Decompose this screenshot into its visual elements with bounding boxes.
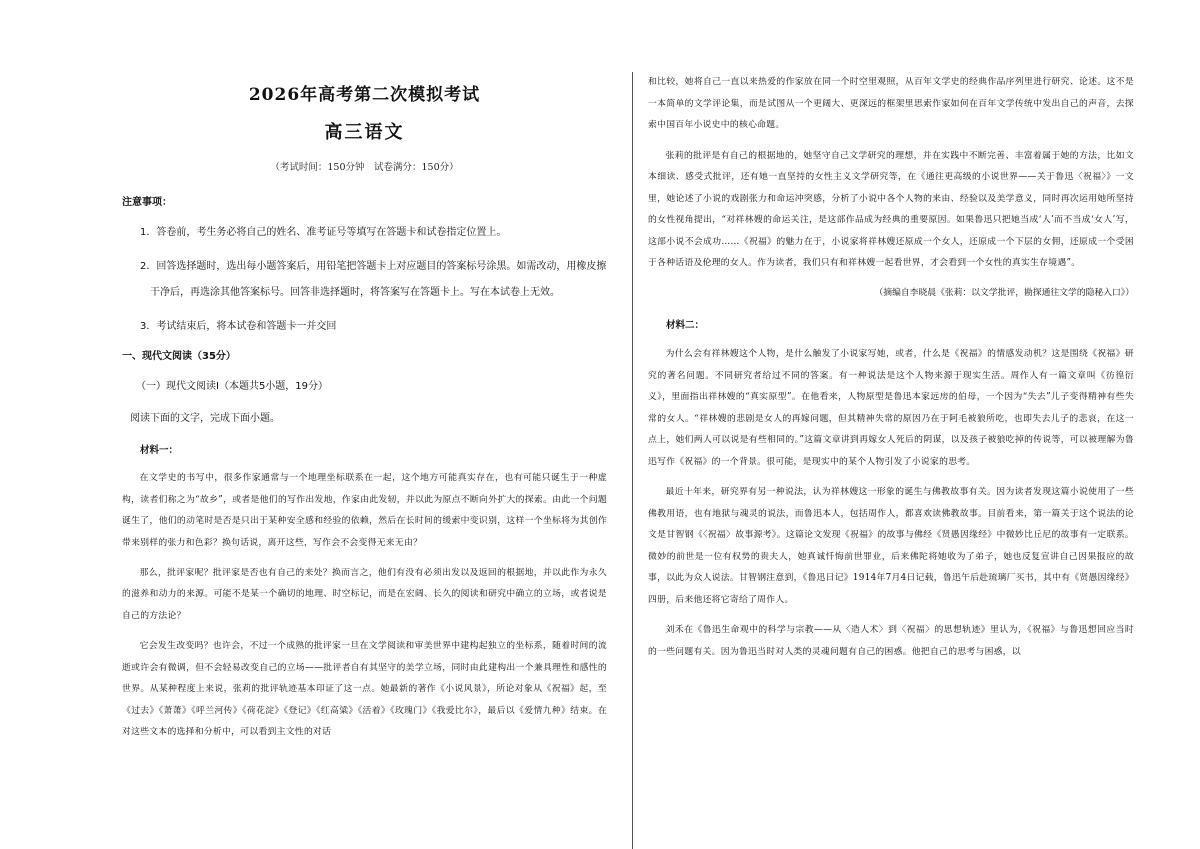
column-divider xyxy=(632,72,633,849)
reading-instruction: 阅读下面的文字，完成下面小题。 xyxy=(130,413,280,424)
notice-item-3: 3．考试结束后，将本试卷和答题卡一并交回 xyxy=(140,321,337,332)
material1-continued: 和比较，她将自己一直以来热爱的作家放在同一个时空里观照，从百年文学史的经典作品序列里进行研究、论述。这不是一本简单的文学评论集，而是试图从一个更阔大、更深远的框架里思索作家如何在百年文学传统中发出自己的声音，去探索中国百年小说史中的核心命题。 xyxy=(648,77,1134,130)
subsection-heading: （一）现代文阅读Ⅰ（本题共5小题，19分） xyxy=(136,381,329,392)
section-heading: 一、现代文阅读（35分） xyxy=(122,351,236,362)
exam-title: 2026年高考第二次模拟考试 xyxy=(248,85,481,105)
notice-item-2: 2．回答选择题时，选出每小题答案后，用铅笔把答题卡上对应题目的答案标号涂黑。如需改动，用橡皮擦干净后，再选涂其他答案标号。回答非选择题时，将答案写在答题卡上。写在本试卷上无效。 xyxy=(140,261,607,298)
material1-paragraph-1: 在文学史的书写中，很多作家通常与一个地理坐标联系在一起，这个地方可能真实存在，也有可能只诞生于一种虚构，读者们称之为“故乡”，或者是他们的写作出发地，作家由此发轫，并以此为原点不断向外扩大的探索。由此一个问题诞生了，他们的动笔时是否是只出于某种安全感和经验的依赖，然后在长时间的缓索中变识别，这样一个坐标将为其创作带来别样的张力和色彩？换句话说，离开这些，写作会不会变得无来无由？ xyxy=(122,473,607,548)
material1-paragraph-2: 那么，批评家呢？批评家是否也有自己的来处？换而言之，他们有没有必须出发以及返回的根据地，并以此作为永久的滋养和动力的来源。可能不是某一个确切的地理、时空标记，而是在宏阔、长久的阅读和研究中确立的立场，或者说是自己的方法论？ xyxy=(122,567,607,621)
material1-source: （摘编自李晓晨《张莉：以文学批评，勘探通往文学的隐秘入口》） xyxy=(874,288,1134,299)
material2-paragraph-3: 刘禾在《鲁迅生命观中的科学与宗教——从〈造人术〉到〈祝福〉的思想轨迹》里认为，《祝福》与鲁迅想回应当时的一些问题有关。因为鲁迅当时对人类的灵魂问题有自己的困惑。他把自己的思考与困惑，以 xyxy=(648,625,1134,657)
material1-paragraph-4: 张莉的批评是有自己的根据地的，她坚守自己文学研究的理想，并在实践中不断完善、丰富着属于她的方法，比如文本细读、感受式批评，还有她一直坚持的女性主义文学研究等，在《通往更高级的小说世界——关于鲁迅〈祝福〉》一文里，她论述了小说的戏剧张力和命运冲突感，分析了小说中各个人物的来由、经验以及美学意义，同时再次运用她所坚持的女性视角提出，“对祥林嫂的命运关注，是这部作品成为经典的重要原因。如果鲁迅只把她当成‘人’而不当成‘女人’写，这部小说不会成功……《祝福》的魅力在于，小说家将祥林嫂还原成一个女人，还原成一个下层的女佣，还原成一个受困于各种话语及伦理的女人。作为读者，我们只有和祥林嫂一起看世界，才会看到一个女性的真实生存境遇”。 xyxy=(648,150,1134,268)
notice-item-1: 1．答卷前，考生务必将自己的姓名、准考证号等填写在答题卡和试卷指定位置上。 xyxy=(140,227,507,238)
exam-info: （考试时间：150分钟 试卷满分：150分） xyxy=(270,162,459,173)
exam-subject: 高三语文 xyxy=(324,122,405,143)
material2-label: 材料二： xyxy=(666,320,705,332)
material1-paragraph-3: 它会发生改变吗？也许会，不过一个成熟的批评家一旦在文学阅读和审美世界中建构起独立的坐标系，随着时间的流逝或许会有微调，但不会轻易改变自己的立场——批评者自有其坚守的美学立场，同时由此建构出一个兼具理性和感性的世界。从某种程度上来说，张莉的批评轨迹基本印证了这一点。她最新的著作《小说风景》，所论对象从《祝福》起，至《过去》《萧萧》《呼兰河传》《荷花淀》《登记》《红高粱》《活着》《玫瑰门》《我爱比尔》，最后以《爱情九种》结束。在对这些文本的选择和分析中，可以看到主文性的对话 xyxy=(122,641,607,738)
left-column xyxy=(122,78,607,752)
material1-label: 材料一： xyxy=(140,445,179,456)
notice-heading: 注意事项： xyxy=(122,197,172,208)
material2-paragraph-1: 为什么会有祥林嫂这个人物，是什么触发了小说家写她，或者，什么是《祝福》的情感发动机？这是围绕《祝福》研究的著名问题。不同研究者给过不同的答案。有一种说法是这个人物来源于现实生活。周作人有一篇文章叫《彷徨衍义》，里面指出祥林嫂的“真实原型”。在他看来，人物原型是鲁迅本家远房的伯母，一个因为“失去”儿子变得精神有些失常的女人。“祥林嫂的悲剧是女人的再嫁问题，但其精神失常的原因乃在于阿毛被狼所吃，也即失去儿子的悲哀，在这一点上，她们两人可以说是有些相同的。”这篇文章讲到再嫁女人死后的阴谋，以及孩子被狼吃掉的传说等，可以被理解为鲁迅写作《祝福》的一个背景。很可能，是现实中的某个人物引发了小说家的思考。 xyxy=(648,349,1134,467)
material2-paragraph-2: 最近十年来，研究界有另一种说法，认为祥林嫂这一形象的诞生与佛教故事有关。因为读者发现这篇小说使用了一些佛教用语，也有地狱与魂灵的说法，而鲁迅本人，包括周作人，都喜欢读佛教故事。目前看来，第一篇关于这个说法的论文是甘智钢《〈祝福〉故事源考》。这篇论文发现《祝福》的故事与佛经《贤愚因缘经》中微妙比丘尼的故事有一定联系。微妙的前世是一位有权势的贵夫人，她真诚忏悔前世罪业，后来佛陀将她收为了弟子，她也反复宣讲自己因果报应的故事，以此为众人说法。甘智钢注意到，《鲁迅日记》1914年7月4日记载，鲁迅午后赴琉璃厂买书，其中有《贤愚因缘经》四册，后来他还将它寄给了周作人。 xyxy=(648,487,1134,605)
right-column xyxy=(648,72,1134,672)
